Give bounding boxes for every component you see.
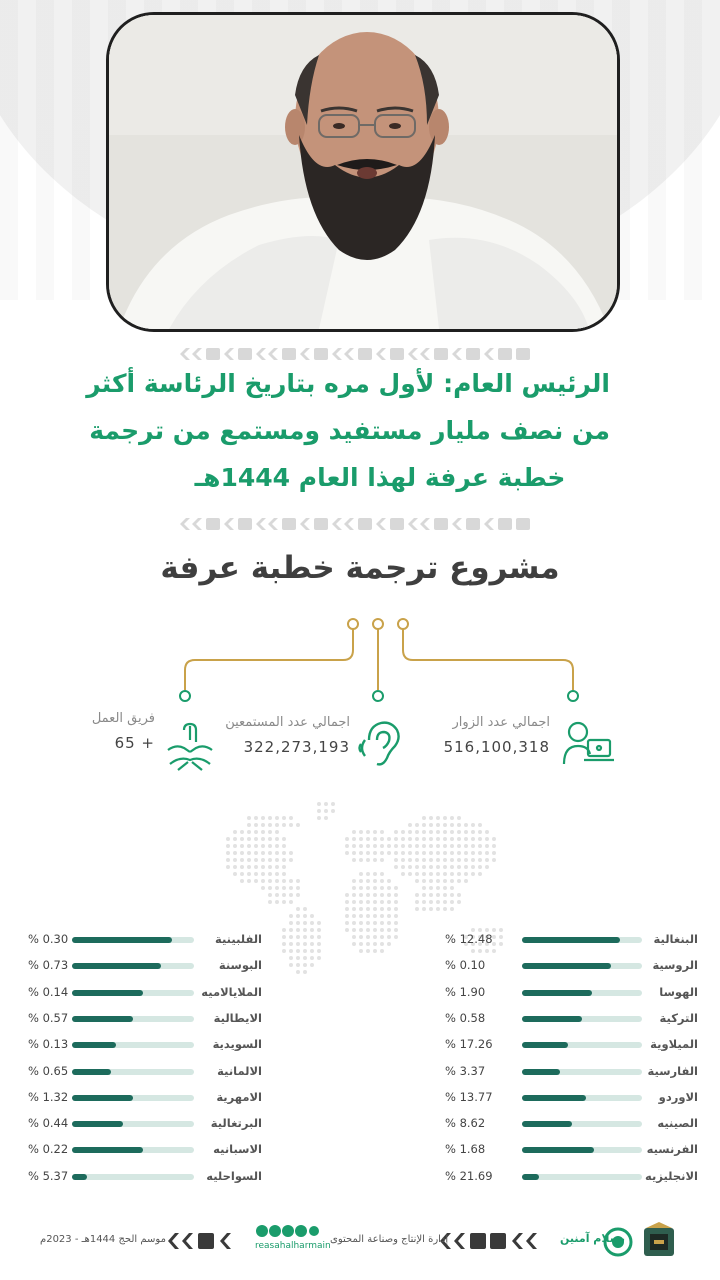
language-row [0,1167,720,1187]
language-bar-fill [72,1121,123,1127]
language-row [0,930,720,950]
language-name: الروسية [652,958,698,973]
footer-department: إدارة الإنتاج وصناعة المحتوى [330,1234,449,1245]
language-percentage: % 0.14 [28,984,69,999]
footer-handle: reasahalharmain [255,1241,331,1251]
language-bar-fill [72,990,143,996]
language-row [0,1088,720,1108]
language-bar-track [72,937,194,943]
language-bar-track [72,1042,194,1048]
language-percentage: % 0.58 [445,1010,486,1025]
language-percentage: % 0.44 [28,1116,69,1131]
language-name: الالمانية [217,1063,262,1078]
language-bar-fill [72,1069,111,1075]
connector-lines [170,610,590,710]
language-name: الفارسية [647,1063,698,1078]
language-name: السويدية [212,1037,262,1052]
stat-visitors-label: اجمالي عدد الزوار [452,715,550,730]
language-row [0,956,720,976]
language-bar-track [72,990,194,996]
language-row [0,1062,720,1082]
language-bar-fill [72,1174,87,1180]
footer [0,1218,720,1268]
language-name: الفلبينية [215,932,262,946]
presidency-logo-icon [640,1220,678,1260]
language-name: البرتغالية [210,1116,262,1131]
language-bar-track [72,1095,194,1101]
language-bar-track [72,1069,194,1075]
language-name: البوسنة [218,958,262,973]
language-percentage: % 12.48 [445,932,493,946]
language-name: الانجليزيه [645,1168,698,1183]
language-percentage: % 0.57 [28,1010,69,1025]
language-percentage: % 1.68 [445,1142,486,1157]
footer-pattern-right [440,1232,552,1250]
headline-line-3: خطبة عرفة لهذا العام 1444هـ [194,463,566,492]
language-bar-fill [72,1016,133,1022]
language-bar-track [72,1147,194,1153]
language-bar-track [72,1174,194,1180]
headline-line-2: من نصف مليار مستفيد ومستمع من ترجمة [89,416,610,445]
language-row [0,1035,720,1055]
stat-team-label: فريق العمل [91,711,155,726]
language-percentage: % 0.65 [28,1063,69,1078]
social-media-icons [255,1224,319,1238]
language-percentage: % 21.69 [445,1168,493,1183]
footer-pattern-left [168,1232,244,1250]
language-name: الامهرية [216,1089,262,1104]
language-bar-fill [72,1147,143,1153]
stat-team-value: + 65 [114,734,155,752]
language-percentage: % 8.62 [445,1116,486,1131]
language-bar-fill [72,937,172,943]
footer-campaign: بسلام آمنين [560,1232,626,1245]
headline [86,360,610,501]
language-name: البنغالية [653,932,698,946]
stat-listeners [220,715,350,756]
project-title: مشروع ترجمة خطبة عرفة [160,550,560,586]
language-percentage: % 1.32 [28,1089,69,1104]
language-bar-track [72,1016,194,1022]
ear-icon [355,718,409,776]
language-percentage: % 0.22 [28,1142,69,1157]
language-percentage: % 17.26 [445,1037,493,1052]
decorative-divider-bottom [180,517,540,531]
language-name: الايطالية [213,1010,262,1025]
language-name: الهوسا [659,984,698,999]
stat-listeners-value: 322,273,193 [243,738,350,756]
team-hands-icon [162,720,218,778]
language-percentage: % 1.90 [445,984,486,999]
language-name: الاوردو [658,1089,698,1104]
headline-line-1: الرئيس العام: لأول مره بتاريخ الرئاسة أكثر [86,369,610,398]
language-percentage: % 0.30 [28,932,69,946]
language-name: التركية [659,1010,698,1025]
language-percentage: % 0.13 [28,1037,69,1052]
language-name: السواحليه [206,1168,262,1183]
language-row [0,1009,720,1029]
language-percentage: % 0.10 [445,958,486,973]
footer-season: موسم الحج 1444هـ - 2023م [40,1234,166,1245]
language-row [0,1114,720,1134]
stat-team [70,711,155,752]
language-row [0,1140,720,1160]
language-bar-fill [72,963,161,969]
language-percentage: % 3.37 [445,1063,486,1078]
language-row [0,983,720,1003]
language-percentage: % 5.37 [28,1168,69,1183]
language-bar-fill [72,1095,133,1101]
language-name: الفرنسيه [646,1142,698,1157]
language-bar-track [72,1121,194,1127]
stat-visitors-value: 516,100,318 [443,738,550,756]
language-bar-fill [72,1042,116,1048]
decorative-divider-top [180,347,540,361]
portrait-photo [106,12,620,332]
language-name: الصينيه [657,1116,698,1131]
visitor-laptop-icon [560,718,616,774]
language-name: الاسبانيه [213,1142,262,1157]
language-percentage: % 13.77 [445,1089,493,1104]
language-bar-track [72,963,194,969]
language-name: الميلاوية [650,1037,698,1052]
language-name: الملايالاميه [201,984,262,999]
language-percentage: % 0.73 [28,958,69,973]
stat-visitors [440,715,550,756]
stat-listeners-label: اجمالي عدد المستمعين [225,715,350,730]
